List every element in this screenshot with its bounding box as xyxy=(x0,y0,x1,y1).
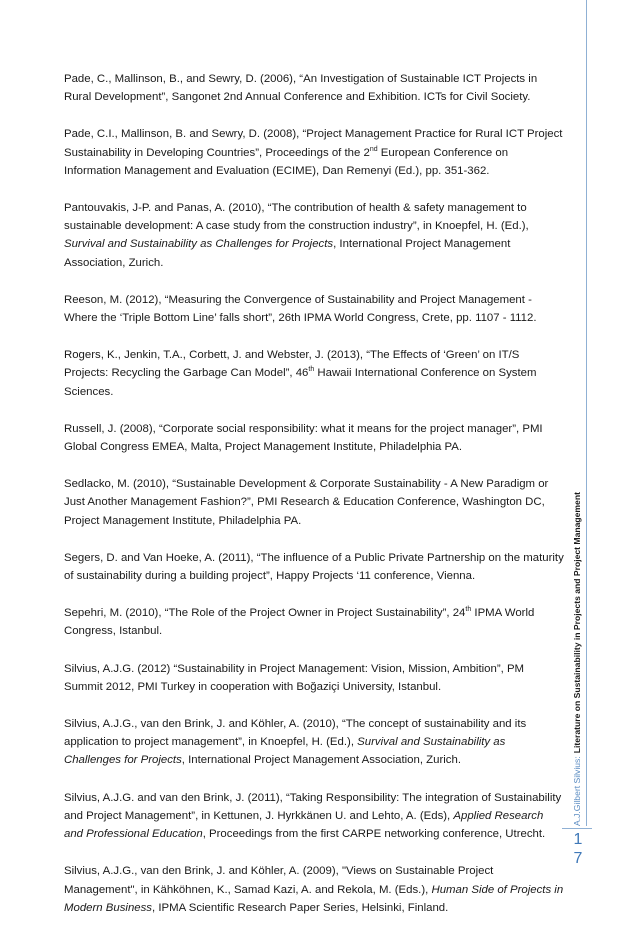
reference-text: Silvius, A.J.G., van den Brink, J. and Köhler, A. (2010), “The concept of sustainability and its application to project management”, in Knoepfel, H. (Ed.), xyxy=(64,718,527,749)
reference-entry xyxy=(64,70,564,106)
reference-text: Segers, D. and Van Hoeke, A. (2011), “The influence of a Public Private Partnership on the maturity of sustainability during a building project”, Happy Projects ‘11 conference, Vienna. xyxy=(64,551,564,583)
reference-entry xyxy=(64,862,564,917)
reference-entry xyxy=(64,420,564,456)
reference-text: Pade, C., Mallinson, B., and Sewry, D. (2006), “An Investigation of Sustainable ICT Projects in Rural Development”, Sangonet 2nd Annual Conference and Exhibition. ICTs for Civil Society. xyxy=(64,73,538,104)
book-title: Human Side of Projects in Modern Business xyxy=(64,883,564,914)
book-title: Applied Research and Professional Education xyxy=(64,809,544,841)
page-number-digit: 1 xyxy=(573,831,583,848)
reference-text: IPMA World Congress, Istanbul. xyxy=(64,607,535,638)
ordinal-superscript: th xyxy=(308,366,315,374)
running-header-author: A.J.Gilbert Silvius: xyxy=(572,756,582,826)
ordinal-superscript: th xyxy=(465,606,472,614)
ordinal-superscript: nd xyxy=(369,145,378,153)
reference-entry xyxy=(64,125,564,180)
reference-text: Silvius, A.J.G. and van den Brink, J. (2011), “Taking Responsibility: The integration of Sustainability and Project Management”, in Kettunen, J. Hyrkkänen U. and Lehto, A. (Eds), xyxy=(64,791,562,822)
reference-text: , IPMA Scientific Research Paper Series, Helsinki, Finland. xyxy=(152,901,449,914)
reference-text: , International Project Management Association, Zurich. xyxy=(64,238,511,269)
reference-text: Rogers, K., Jenkin, T.A., Corbett, J. and Webster, J. (2013), “The Effects of ‘Green’ on IT/S Projects: Recycling the Garbage Can Model”, 46 xyxy=(64,349,520,380)
reference-entry xyxy=(64,789,564,844)
reference-entry xyxy=(64,291,564,327)
reference-text: Silvius, A.J.G. (2012) “Sustainability in Project Management: Vision, Mission, Ambition”, PM Summit 2012, PMI Turkey in cooperation with Boğaziçi University, Istanbul. xyxy=(64,662,525,693)
running-header-title: Literature on Sustainability in Projects and Project Management xyxy=(572,492,582,754)
page-number-digit: 7 xyxy=(573,850,583,867)
reference-entry xyxy=(64,549,564,585)
reference-text: Silvius, A.J.G., van den Brink, J. and Köhler, A. (2009), "Views on Sustainable Project Management", in Kähköhnen, K., Samad Kazi, A. and Rekola, M. (Eds.), xyxy=(64,865,494,896)
reference-text: , International Project Management Association, Zurich. xyxy=(181,754,461,767)
running-header xyxy=(570,476,584,826)
sidebar-divider xyxy=(586,0,587,826)
reference-text: Sedlacko, M. (2010), “Sustainable Development & Corporate Sustainability - A New Paradigm or Just Another Management Fashion?”, PMI Research & Education Conference, Washington DC, Project Management Institute, Philadelphia PA. xyxy=(64,478,549,527)
reference-text: European Conference on Information Management and Evaluation (ECIME), Dan Remenyi (Ed.), pp. 351-362. xyxy=(64,146,509,177)
reference-text: Pade, C.I., Mallinson, B. and Sewry, D. (2008), “Project Management Practice for Rural ICT Project Sustainability in Developing Countries”, Proceedings of the 2 xyxy=(64,128,563,159)
running-header-sidebar xyxy=(570,0,604,903)
book-title: Survival and Sustainability as Challenges for Projects xyxy=(64,736,506,767)
reference-list xyxy=(64,70,564,936)
reference-entry xyxy=(64,715,564,770)
reference-text: Sepehri, M. (2010), “The Role of the Project Owner in Project Sustainability”, 24 xyxy=(64,607,466,620)
reference-entry xyxy=(64,660,564,696)
reference-entry xyxy=(64,604,564,640)
reference-text: , Proceedings from the first CARPE networking conference, Utrecht. xyxy=(202,828,546,841)
page-number-divider xyxy=(562,828,592,829)
reference-entry xyxy=(64,346,564,401)
reference-text: Russell, J. (2008), “Corporate social responsibility: what it means for the project manager”, PMI Global Congress EMEA, Malta, Project Management Institute, Philadelphia PA. xyxy=(64,422,543,454)
reference-text: Reeson, M. (2012), “Measuring the Convergence of Sustainability and Project Management - Where the ‘Triple Bottom Line’ falls short”, 26th IPMA World Congress, Crete, pp. 1107 - 1112. xyxy=(64,293,537,325)
reference-text: Hawaii International Conference on System Sciences. xyxy=(64,367,537,398)
reference-text: Pantouvakis, J-P. and Panas, A. (2010), “The contribution of health & safety management to sustainable development: A case study from the construction industry”, in Knoepfel, H. (Ed.), xyxy=(64,202,529,233)
reference-entry xyxy=(64,199,564,272)
reference-entry xyxy=(64,475,564,530)
book-title: Survival and Sustainability as Challenges for Projects xyxy=(64,238,334,251)
page-number xyxy=(568,830,588,868)
